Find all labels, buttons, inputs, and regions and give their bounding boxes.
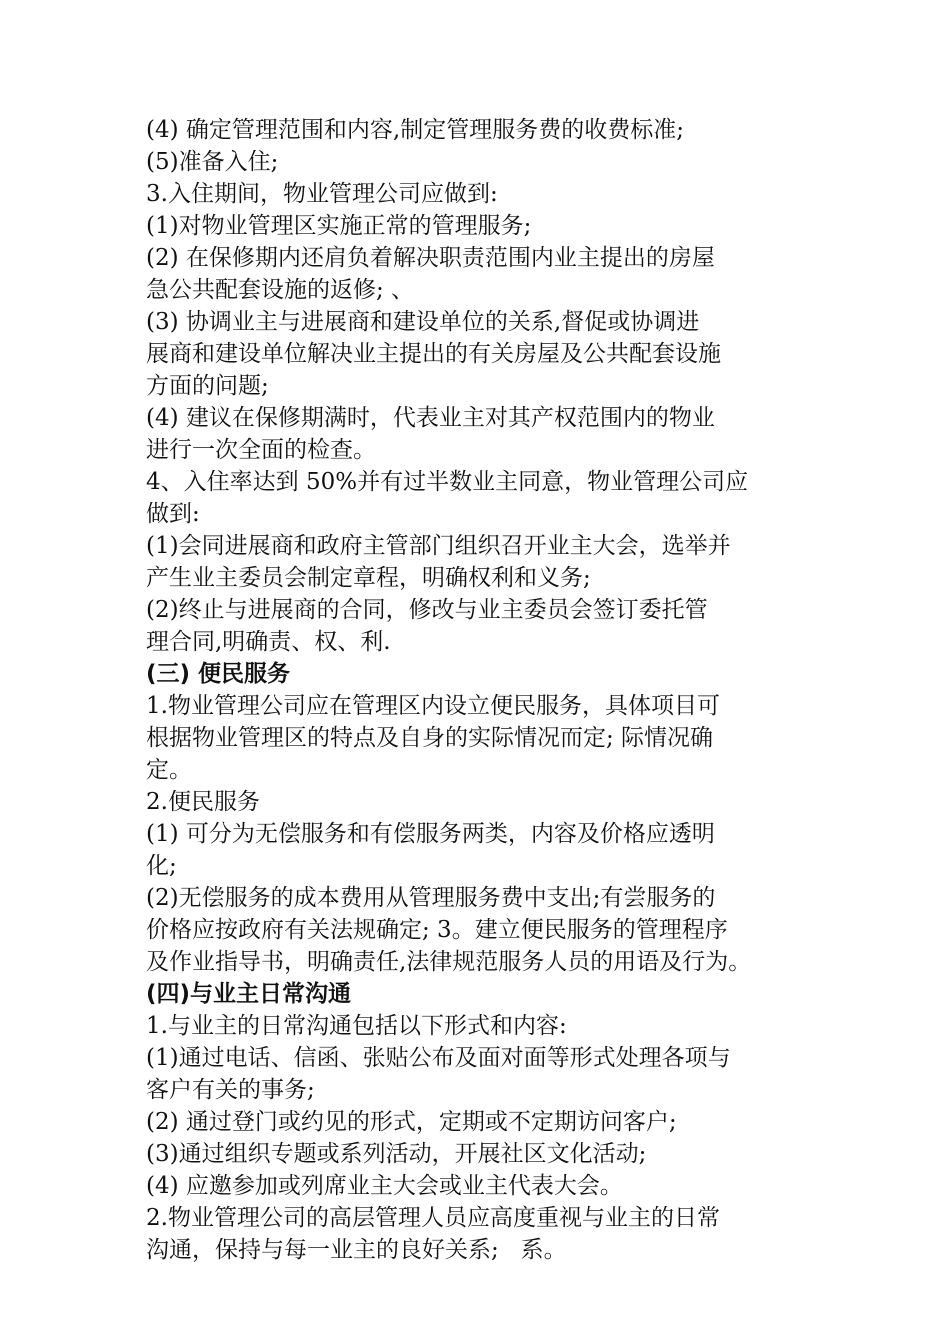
text-line: 2.物业管理公司的高层管理人员应高度重视与业主的日常 xyxy=(146,1205,720,1231)
text-line: 定。 xyxy=(146,757,192,783)
text-line: (3)通过组织专题或系列活动，开展社区文化活动; xyxy=(146,1141,647,1167)
text-line: (1)会同进展商和政府主管部门组织召开业主大会，选举并 xyxy=(146,533,731,559)
text-line: (4) 应邀参加或列席业主大会或业主代表大会。 xyxy=(146,1173,623,1199)
text-line: 3.入住期间，物业管理公司应做到: xyxy=(146,181,498,207)
text-line: 1.物业管理公司应在管理区内设立便民服务，具体项目可 xyxy=(146,693,720,719)
text-line: (3) 协调业主与进展商和建设单位的关系,督促或协调进 xyxy=(146,309,700,335)
text-line: 产生业主委员会制定章程，明确权利和义务; xyxy=(146,565,591,591)
text-line: (2) 在保修期内还肩负着解决职责范围内业主提出的房屋 xyxy=(146,245,715,271)
text-line: (1) 可分为无偿服务和有偿服务两类，内容及价格应透明 xyxy=(146,821,715,847)
section-heading: (四)与业主日常沟通 xyxy=(146,981,352,1007)
text-line: 客户有关的事务; xyxy=(146,1077,315,1103)
text-line: (4) 建议在保修期满时，代表业主对其产权范围内的物业 xyxy=(146,405,715,431)
text-line: (2)无偿服务的成本费用从管理服务费中支出;有尝服务的 xyxy=(146,885,716,911)
document-body xyxy=(146,114,826,1266)
text-line: 沟通，保持与每一业主的良好关系; 系。 xyxy=(146,1237,567,1263)
text-line: (4) 确定管理范围和内容,制定管理服务费的收费标准; xyxy=(146,117,684,143)
text-line: (1)通过电话、信函、张贴公布及面对面等形式处理各项与 xyxy=(146,1045,731,1071)
section-heading: (三) 便民服务 xyxy=(146,661,291,687)
text-line: 及作业指导书，明确责任,法律规范服务人员的用语及行为。 xyxy=(146,949,752,975)
text-line: 2.便民服务 xyxy=(146,789,260,815)
text-line: 方面的问题; xyxy=(146,373,269,399)
text-line: 急公共配套设施的返修; 、 xyxy=(146,277,415,303)
text-line: 展商和建设单位解决业主提出的有关房屋及公共配套设施 xyxy=(146,341,721,367)
text-line: 理合同,明确责、权、利. xyxy=(146,629,391,655)
text-line: 做到: xyxy=(146,501,200,527)
text-line: 进行一次全面的检查。 xyxy=(146,437,376,463)
text-line: 价格应按政府有关法规确定; 3。建立便民服务的管理程序 xyxy=(146,917,728,943)
text-line: (2) 通过登门或约见的形式，定期或不定期访问客户; xyxy=(146,1109,677,1135)
text-line: (5)准备入住; xyxy=(146,149,279,175)
text-line: 1.与业主的日常沟通包括以下形式和内容: xyxy=(146,1013,567,1039)
text-line: (1)对物业管理区实施正常的管理服务; xyxy=(146,213,532,239)
text-line: 化; xyxy=(146,853,177,879)
text-line: 根据物业管理区的特点及自身的实际情况而定; 际情况确 xyxy=(146,725,714,751)
text-line: (2)终止与进展商的合同，修改与业主委员会签订委托管 xyxy=(146,597,708,623)
text-line: 4、入住率达到 50%并有过半数业主同意，物业管理公司应 xyxy=(146,469,749,495)
